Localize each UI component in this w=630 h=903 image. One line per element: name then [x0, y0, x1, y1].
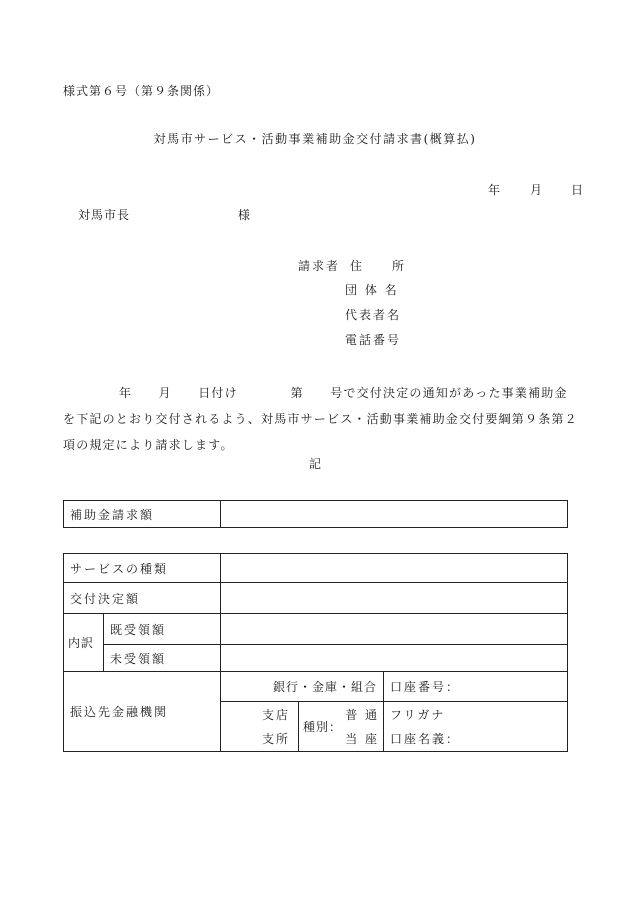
ki-marker: 記 — [308, 457, 321, 471]
branch-cell — [221, 702, 299, 752]
decision-amount-field[interactable] — [221, 583, 568, 614]
claim-amount-label: 補助金請求額 — [64, 501, 221, 528]
bank-label: 振込先金融機関 — [64, 672, 221, 752]
date-month-label: 月 — [530, 183, 543, 197]
addressee-honorific: 様 — [238, 208, 251, 222]
body-line-1: 年 月 日付け 第 号で交付決定の通知があった事業補助金 — [119, 386, 568, 400]
table-row — [64, 501, 568, 528]
account-holder-label: 口座名義： — [390, 731, 461, 746]
claimant-group-label: 団 体 名 — [345, 283, 399, 297]
body-line-3: 項の規定により請求します。 — [63, 438, 234, 452]
table-row — [64, 583, 568, 614]
unreceived-field[interactable] — [221, 645, 568, 672]
form-number: 様式第６号（第９条関係） — [63, 84, 220, 98]
branch-label: 支店 — [262, 707, 291, 722]
date-year-label: 年 — [488, 183, 501, 197]
unreceived-label: 未受領額 — [104, 645, 221, 672]
detail-table — [63, 553, 568, 752]
claim-amount-field[interactable] — [221, 501, 568, 528]
ordinary-option[interactable]: 普 通 — [345, 707, 380, 722]
decision-amount-label: 交付決定額 — [64, 583, 221, 614]
received-field[interactable] — [221, 614, 568, 645]
current-option[interactable]: 当 座 — [345, 731, 380, 746]
bank-types: 銀行・金庫・組合 — [221, 672, 384, 702]
holder-cell — [384, 702, 568, 752]
addressee-name: 対馬市長 — [78, 208, 131, 222]
account-type-cell — [299, 702, 384, 752]
claimant-role: 請求者 — [298, 259, 341, 273]
body-line-2: を下記のとおり交付されるよう、対馬市サービス・活動事業補助金交付要綱第９条第２ — [63, 412, 578, 426]
claimant-address-label: 住 所 — [350, 259, 407, 273]
document-title: 対馬市サービス・活動事業補助金交付請求書(概算払) — [153, 132, 477, 146]
breakdown-label: 内訳 — [64, 614, 104, 672]
claimant-representative-label: 代表者名 — [345, 308, 402, 322]
service-type-field[interactable] — [221, 554, 568, 583]
received-label: 既受領額 — [104, 614, 221, 645]
request-body — [63, 380, 583, 458]
service-type-label: サービスの種類 — [64, 554, 221, 583]
branch-office-label: 支所 — [262, 731, 291, 746]
table-row — [64, 645, 568, 672]
table-row — [64, 614, 568, 645]
account-number-label: 口座番号： — [384, 672, 568, 702]
date-day-label: 日 — [571, 183, 584, 197]
furigana-label: フリガナ — [390, 707, 446, 722]
table-row — [64, 672, 568, 702]
table-row — [64, 554, 568, 583]
claim-amount-table — [63, 500, 568, 528]
claimant-phone-label: 電話番号 — [345, 333, 402, 347]
account-type-label: 種別： — [303, 720, 343, 734]
